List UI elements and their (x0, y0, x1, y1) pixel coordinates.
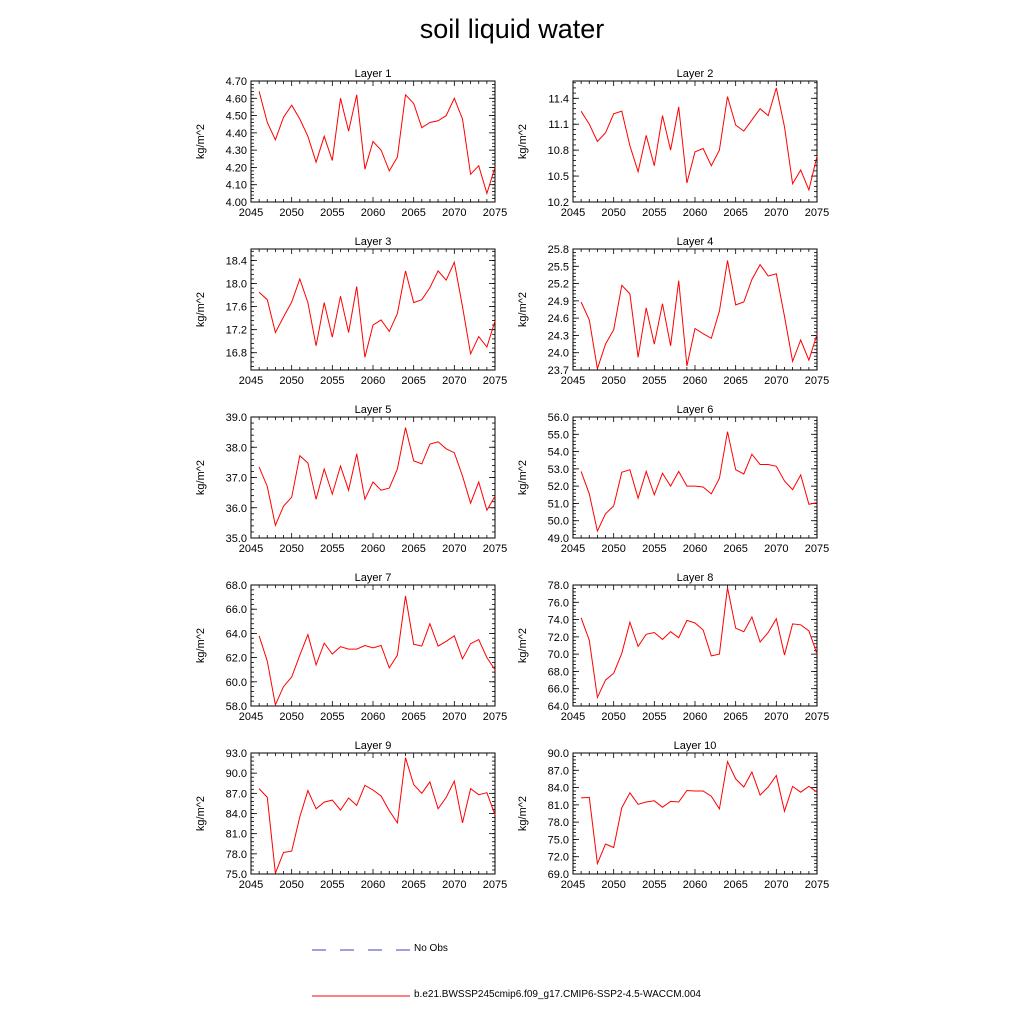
x-tick-label: 2065 (401, 879, 426, 891)
y-tick-label: 25.5 (547, 261, 569, 274)
x-tick-label: 2050 (279, 711, 304, 723)
x-tick-label: 2065 (401, 207, 426, 219)
x-tick-label: 2075 (804, 375, 830, 387)
y-tick-label: 64.0 (547, 701, 569, 713)
x-tick-label: 2070 (764, 543, 789, 555)
x-tick-label: 2055 (320, 375, 345, 387)
x-tick-label: 2065 (401, 375, 426, 387)
series-line (581, 432, 817, 531)
series-line (581, 762, 817, 864)
y-tick-label: 37.0 (225, 472, 247, 485)
y-tick-label: 66.0 (547, 683, 569, 696)
y-tick-label: 35.0 (225, 533, 247, 545)
y-tick-label: 60.0 (225, 676, 247, 689)
y-tick-label: 4.40 (225, 127, 247, 140)
x-tick-label: 2045 (560, 207, 586, 219)
panel-layer-9 (195, 740, 507, 891)
y-tick-label: 54.0 (547, 446, 569, 459)
x-tick-label: 2045 (560, 879, 586, 891)
panel-layer-5 (195, 404, 507, 555)
y-tick-label: 23.7 (547, 365, 569, 377)
panel-layer-6 (517, 404, 829, 555)
x-tick-label: 2070 (442, 543, 467, 555)
x-tick-label: 2075 (482, 711, 508, 723)
panel-layer-1 (195, 68, 507, 219)
y-tick-label: 81.0 (225, 828, 247, 841)
legend-no-obs-label: No Obs (414, 943, 448, 954)
x-tick-label: 2075 (804, 879, 830, 891)
y-tick-label: 10.8 (547, 145, 569, 158)
y-tick-label: 25.8 (547, 244, 569, 256)
plot-frame (573, 417, 817, 538)
panel-title: Layer 6 (676, 404, 714, 416)
y-tick-label: 72.0 (547, 631, 569, 644)
x-tick-label: 2060 (682, 375, 708, 387)
y-tick-label: 4.30 (225, 145, 247, 158)
y-tick-label: 4.00 (225, 197, 247, 209)
y-tick-label: 84.0 (225, 808, 247, 821)
x-tick-label: 2060 (360, 543, 386, 555)
y-axis-label: kg/m^2 (517, 123, 529, 160)
panel-title: Layer 4 (676, 236, 714, 248)
y-tick-label: 58.0 (225, 701, 247, 713)
plot-frame (573, 249, 817, 370)
panel-title: Layer 3 (354, 236, 392, 248)
y-tick-label: 51.0 (547, 498, 569, 511)
x-tick-label: 2055 (642, 879, 667, 891)
x-tick-label: 2070 (442, 375, 467, 387)
plot-frame (251, 417, 495, 538)
y-tick-label: 90.0 (225, 768, 247, 781)
x-tick-label: 2050 (601, 879, 626, 891)
series-line (259, 262, 495, 357)
y-tick-label: 39.0 (225, 412, 247, 424)
y-tick-label: 11.4 (548, 93, 569, 106)
x-tick-label: 2070 (442, 711, 467, 723)
y-tick-label: 75.0 (225, 869, 247, 881)
y-tick-label: 75.0 (547, 834, 569, 847)
x-tick-label: 2050 (601, 207, 626, 219)
x-tick-label: 2065 (723, 207, 748, 219)
series-line (581, 261, 817, 369)
x-tick-label: 2065 (401, 711, 426, 723)
plot-frame (251, 753, 495, 874)
panel-title: Layer 9 (354, 740, 392, 752)
x-tick-label: 2060 (360, 711, 386, 723)
x-tick-label: 2070 (764, 207, 789, 219)
x-tick-label: 2060 (360, 879, 386, 891)
y-tick-label: 10.5 (547, 171, 569, 184)
x-tick-label: 2060 (360, 375, 386, 387)
y-tick-label: 4.60 (225, 93, 247, 106)
x-tick-label: 2075 (482, 375, 508, 387)
y-tick-label: 36.0 (225, 502, 247, 515)
y-axis-label: kg/m^2 (517, 627, 529, 664)
y-tick-label: 52.0 (547, 481, 569, 494)
y-tick-label: 17.6 (225, 301, 247, 314)
y-tick-label: 69.0 (547, 869, 569, 881)
y-axis-label: kg/m^2 (517, 459, 529, 496)
x-tick-label: 2055 (320, 711, 345, 723)
chart-title: soil liquid water (419, 14, 605, 44)
y-tick-label: 38.0 (225, 442, 247, 455)
y-tick-label: 49.0 (547, 533, 569, 545)
y-tick-label: 24.6 (547, 313, 569, 326)
y-tick-label: 24.9 (547, 295, 569, 308)
x-tick-label: 2055 (320, 879, 345, 891)
y-tick-label: 24.3 (547, 330, 569, 343)
x-tick-label: 2075 (804, 711, 830, 723)
y-tick-label: 70.0 (547, 649, 569, 662)
x-tick-label: 2055 (320, 543, 345, 555)
x-tick-label: 2055 (320, 207, 345, 219)
y-tick-label: 53.0 (547, 463, 569, 476)
y-tick-label: 24.0 (547, 347, 569, 360)
x-tick-label: 2075 (804, 207, 830, 219)
y-tick-label: 4.20 (225, 162, 247, 175)
x-tick-label: 2045 (560, 375, 586, 387)
x-tick-label: 2070 (442, 879, 467, 891)
x-tick-label: 2065 (401, 543, 426, 555)
y-axis-label: kg/m^2 (195, 123, 207, 160)
y-tick-label: 4.10 (225, 179, 247, 192)
panel-title: Layer 5 (354, 404, 392, 416)
y-tick-label: 55.0 (547, 429, 569, 442)
panel-layer-2 (517, 68, 829, 219)
x-tick-label: 2060 (682, 207, 708, 219)
plot-frame (573, 81, 817, 202)
y-tick-label: 66.0 (225, 604, 247, 617)
x-tick-label: 2065 (723, 879, 748, 891)
x-tick-label: 2045 (560, 543, 586, 555)
y-axis-label: kg/m^2 (517, 795, 529, 832)
y-axis-label: kg/m^2 (195, 627, 207, 664)
y-tick-label: 4.70 (225, 76, 247, 88)
y-tick-label: 50.0 (547, 515, 569, 528)
series-line (259, 91, 495, 193)
y-tick-label: 90.0 (547, 748, 569, 760)
y-tick-label: 4.50 (225, 110, 247, 123)
panel-layer-3 (195, 236, 507, 387)
plot-frame (251, 585, 495, 706)
x-tick-label: 2065 (723, 711, 748, 723)
x-tick-label: 2075 (482, 207, 508, 219)
panel-layer-4 (517, 236, 829, 387)
series-line (581, 88, 817, 190)
y-tick-label: 11.1 (548, 119, 569, 132)
plot-frame (573, 753, 817, 874)
x-tick-label: 2045 (238, 375, 264, 387)
panel-title: Layer 7 (354, 572, 392, 584)
x-tick-label: 2050 (601, 711, 626, 723)
y-tick-label: 81.0 (547, 799, 569, 812)
x-tick-label: 2050 (279, 543, 304, 555)
y-axis-label: kg/m^2 (195, 291, 207, 328)
x-tick-label: 2050 (279, 879, 304, 891)
panel-layer-7 (195, 572, 507, 723)
series-line (259, 428, 495, 526)
x-tick-label: 2075 (804, 543, 830, 555)
y-tick-label: 62.0 (225, 652, 247, 665)
x-tick-label: 2050 (601, 543, 626, 555)
x-tick-label: 2075 (482, 543, 508, 555)
y-tick-label: 87.0 (225, 788, 247, 801)
series-line (581, 588, 817, 698)
y-tick-label: 68.0 (225, 580, 247, 592)
x-tick-label: 2050 (279, 207, 304, 219)
x-tick-label: 2060 (360, 207, 386, 219)
y-tick-label: 78.0 (547, 580, 569, 592)
y-tick-label: 16.8 (225, 347, 247, 360)
panel-layer-8 (517, 572, 829, 723)
y-tick-label: 78.0 (547, 817, 569, 830)
x-tick-label: 2045 (238, 543, 264, 555)
y-tick-label: 74.0 (547, 614, 569, 627)
plot-frame (573, 585, 817, 706)
panel-title: Layer 1 (354, 68, 392, 80)
x-tick-label: 2050 (279, 375, 304, 387)
panel-layer-10 (517, 740, 829, 891)
panel-title: Layer 10 (673, 740, 717, 752)
x-tick-label: 2055 (642, 375, 667, 387)
x-tick-label: 2070 (764, 375, 789, 387)
y-tick-label: 78.0 (225, 848, 247, 861)
panel-title: Layer 8 (676, 572, 714, 584)
x-tick-label: 2060 (682, 711, 708, 723)
y-tick-label: 72.0 (547, 851, 569, 864)
y-axis-label: kg/m^2 (195, 459, 207, 496)
x-tick-label: 2060 (682, 879, 708, 891)
y-tick-label: 84.0 (547, 782, 569, 795)
x-tick-label: 2070 (442, 207, 467, 219)
x-tick-label: 2065 (723, 543, 748, 555)
x-tick-label: 2045 (238, 711, 264, 723)
panel-title: Layer 2 (676, 68, 714, 80)
y-tick-label: 56.0 (547, 412, 569, 424)
y-tick-label: 18.4 (225, 255, 247, 268)
x-tick-label: 2065 (723, 375, 748, 387)
x-tick-label: 2075 (482, 879, 508, 891)
y-tick-label: 10.2 (547, 197, 569, 209)
y-tick-label: 18.0 (225, 278, 247, 291)
y-tick-label: 93.0 (225, 748, 247, 760)
series-line (259, 758, 495, 874)
x-tick-label: 2060 (682, 543, 708, 555)
x-tick-label: 2070 (764, 879, 789, 891)
x-tick-label: 2045 (560, 711, 586, 723)
y-axis-label: kg/m^2 (195, 795, 207, 832)
x-tick-label: 2050 (601, 375, 626, 387)
y-tick-label: 25.2 (547, 278, 569, 291)
x-tick-label: 2055 (642, 711, 667, 723)
x-tick-label: 2055 (642, 543, 667, 555)
x-tick-label: 2045 (238, 207, 264, 219)
y-tick-label: 68.0 (547, 666, 569, 679)
legend-model-label: b.e21.BWSSP245cmip6.f09_g17.CMIP6-SSP2-4.5-WACCM.004 (414, 989, 701, 1000)
y-tick-label: 76.0 (547, 597, 569, 610)
y-axis-label: kg/m^2 (517, 291, 529, 328)
x-tick-label: 2055 (642, 207, 667, 219)
x-tick-label: 2070 (764, 711, 789, 723)
y-tick-label: 87.0 (547, 765, 569, 778)
x-tick-label: 2045 (238, 879, 264, 891)
y-tick-label: 64.0 (225, 628, 247, 641)
series-line (259, 596, 495, 705)
y-tick-label: 17.2 (225, 324, 247, 337)
